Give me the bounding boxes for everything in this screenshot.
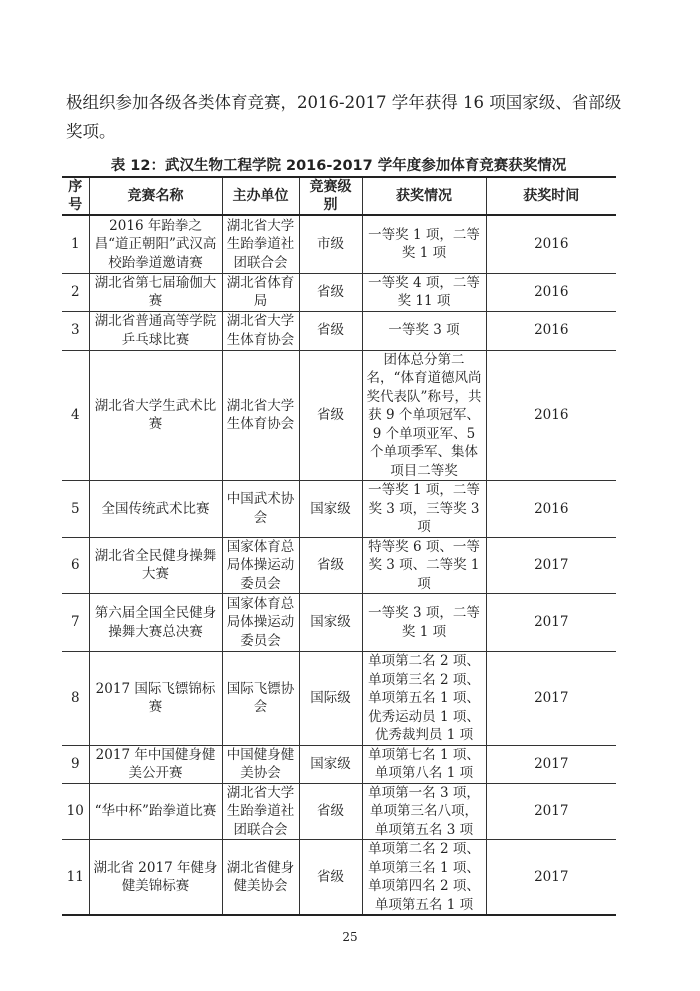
cell-organizer: 湖北省健身健美协会 xyxy=(222,840,299,916)
page-number: 25 xyxy=(342,930,358,944)
cell-level: 省级 xyxy=(299,273,362,311)
table-row xyxy=(62,273,616,311)
cell-level: 省级 xyxy=(299,537,362,594)
cell-index: 6 xyxy=(62,537,89,594)
cell-level: 省级 xyxy=(299,350,362,481)
cell-year: 2017 xyxy=(486,652,616,746)
table-row xyxy=(62,215,616,273)
cell-organizer: 国家体育总局体操运动委员会 xyxy=(222,594,299,652)
cell-index: 11 xyxy=(62,840,89,916)
header-level: 竞赛级别 xyxy=(299,177,362,215)
table-row xyxy=(62,840,616,916)
cell-index: 4 xyxy=(62,350,89,481)
cell-year: 2017 xyxy=(486,537,616,594)
table-row xyxy=(62,537,616,594)
cell-year: 2016 xyxy=(486,273,616,311)
cell-competition: 湖北省 2017 年健身健美锦标赛 xyxy=(89,840,222,916)
cell-competition: 全国传统武术比赛 xyxy=(89,481,222,538)
table-row xyxy=(62,350,616,481)
table-row xyxy=(62,594,616,652)
cell-organizer: 国家体育总局体操运动委员会 xyxy=(222,537,299,594)
cell-awards: 一等奖 1 项，二等奖 3 项，三等奖 3 项 xyxy=(362,481,486,538)
header-index: 序号 xyxy=(62,177,89,215)
cell-organizer: 中国武术协会 xyxy=(222,481,299,538)
cell-competition: 2017 国际飞镖锦标赛 xyxy=(89,652,222,746)
table-header-row xyxy=(62,177,616,215)
cell-level: 省级 xyxy=(299,840,362,916)
cell-competition: 湖北省第七届瑜伽大赛 xyxy=(89,273,222,311)
cell-competition: “华中杯”跆拳道比赛 xyxy=(89,783,222,840)
cell-index: 3 xyxy=(62,311,89,350)
cell-awards: 单项第二名 2 项、单项第三名 2 项、单项第五名 1 项、优秀运动员 1 项、优秀裁判员 1 项 xyxy=(362,652,486,746)
cell-year: 2016 xyxy=(486,311,616,350)
cell-competition: 2016 年跆拳之昌“道正朝阳”武汉高校跆拳道邀请赛 xyxy=(89,215,222,273)
cell-year: 2016 xyxy=(486,481,616,538)
cell-year: 2016 xyxy=(486,350,616,481)
cell-level: 省级 xyxy=(299,311,362,350)
cell-organizer: 湖北省体育局 xyxy=(222,273,299,311)
cell-awards: 特等奖 6 项、一等奖 3 项、二等奖 1 项 xyxy=(362,537,486,594)
awards-table xyxy=(62,176,616,916)
cell-competition: 湖北省普通高等学院乒乓球比赛 xyxy=(89,311,222,350)
cell-competition: 2017 年中国健身健美公开赛 xyxy=(89,745,222,783)
cell-year: 2016 xyxy=(486,215,616,273)
cell-organizer: 湖北省大学生跆拳道社团联合会 xyxy=(222,783,299,840)
header-competition: 竞赛名称 xyxy=(89,177,222,215)
cell-index: 9 xyxy=(62,745,89,783)
cell-organizer: 国际飞镖协会 xyxy=(222,652,299,746)
table-row xyxy=(62,745,616,783)
cell-organizer: 湖北省大学生体育协会 xyxy=(222,350,299,481)
cell-awards: 团体总分第二名，“体育道德风尚奖代表队”称号，共获 9 个单项冠军、9 个单项亚军、5 个单项季军、集体项目二等奖 xyxy=(362,350,486,481)
cell-level: 国家级 xyxy=(299,745,362,783)
cell-level: 市级 xyxy=(299,215,362,273)
table-row xyxy=(62,652,616,746)
cell-awards: 一等奖 3 项 xyxy=(362,311,486,350)
cell-level: 国际级 xyxy=(299,652,362,746)
cell-year: 2017 xyxy=(486,783,616,840)
cell-year: 2017 xyxy=(486,840,616,916)
cell-awards: 一等奖 1 项，二等奖 1 项 xyxy=(362,215,486,273)
cell-index: 10 xyxy=(62,783,89,840)
header-organizer: 主办单位 xyxy=(222,177,299,215)
table-caption: 表 12：武汉生物工程学院 2016-2017 学年度参加体育竞赛获奖情况 xyxy=(110,158,567,174)
cell-level: 省级 xyxy=(299,783,362,840)
cell-year: 2017 xyxy=(486,745,616,783)
cell-index: 2 xyxy=(62,273,89,311)
cell-awards: 单项第一名 3 项，单项第三名八项，单项第五名 3 项 xyxy=(362,783,486,840)
cell-competition: 湖北省全民健身操舞大赛 xyxy=(89,537,222,594)
header-awards: 获奖情况 xyxy=(362,177,486,215)
table-row xyxy=(62,481,616,538)
cell-index: 1 xyxy=(62,215,89,273)
cell-awards: 一等奖 4 项，二等奖 11 项 xyxy=(362,273,486,311)
cell-competition: 第六届全国全民健身操舞大赛总决赛 xyxy=(89,594,222,652)
table-row xyxy=(62,783,616,840)
table-row xyxy=(62,311,616,350)
cell-organizer: 湖北省大学生体育协会 xyxy=(222,311,299,350)
cell-organizer: 中国健身健美协会 xyxy=(222,745,299,783)
header-year: 获奖时间 xyxy=(486,177,616,215)
body-paragraph: 极组织参加各级各类体育竞赛，2016-2017 学年获得 16 项国家级、省部级奖项。 xyxy=(66,93,622,141)
cell-level: 国家级 xyxy=(299,594,362,652)
cell-awards: 单项第二名 2 项、单项第三名 1 项、单项第四名 2 项、单项第五名 1 项 xyxy=(362,840,486,916)
cell-index: 7 xyxy=(62,594,89,652)
cell-awards: 一等奖 3 项，二等奖 1 项 xyxy=(362,594,486,652)
cell-year: 2017 xyxy=(486,594,616,652)
cell-index: 5 xyxy=(62,481,89,538)
cell-index: 8 xyxy=(62,652,89,746)
cell-organizer: 湖北省大学生跆拳道社团联合会 xyxy=(222,215,299,273)
cell-competition: 湖北省大学生武术比赛 xyxy=(89,350,222,481)
cell-level: 国家级 xyxy=(299,481,362,538)
cell-awards: 单项第七名 1 项、单项第八名 1 项 xyxy=(362,745,486,783)
